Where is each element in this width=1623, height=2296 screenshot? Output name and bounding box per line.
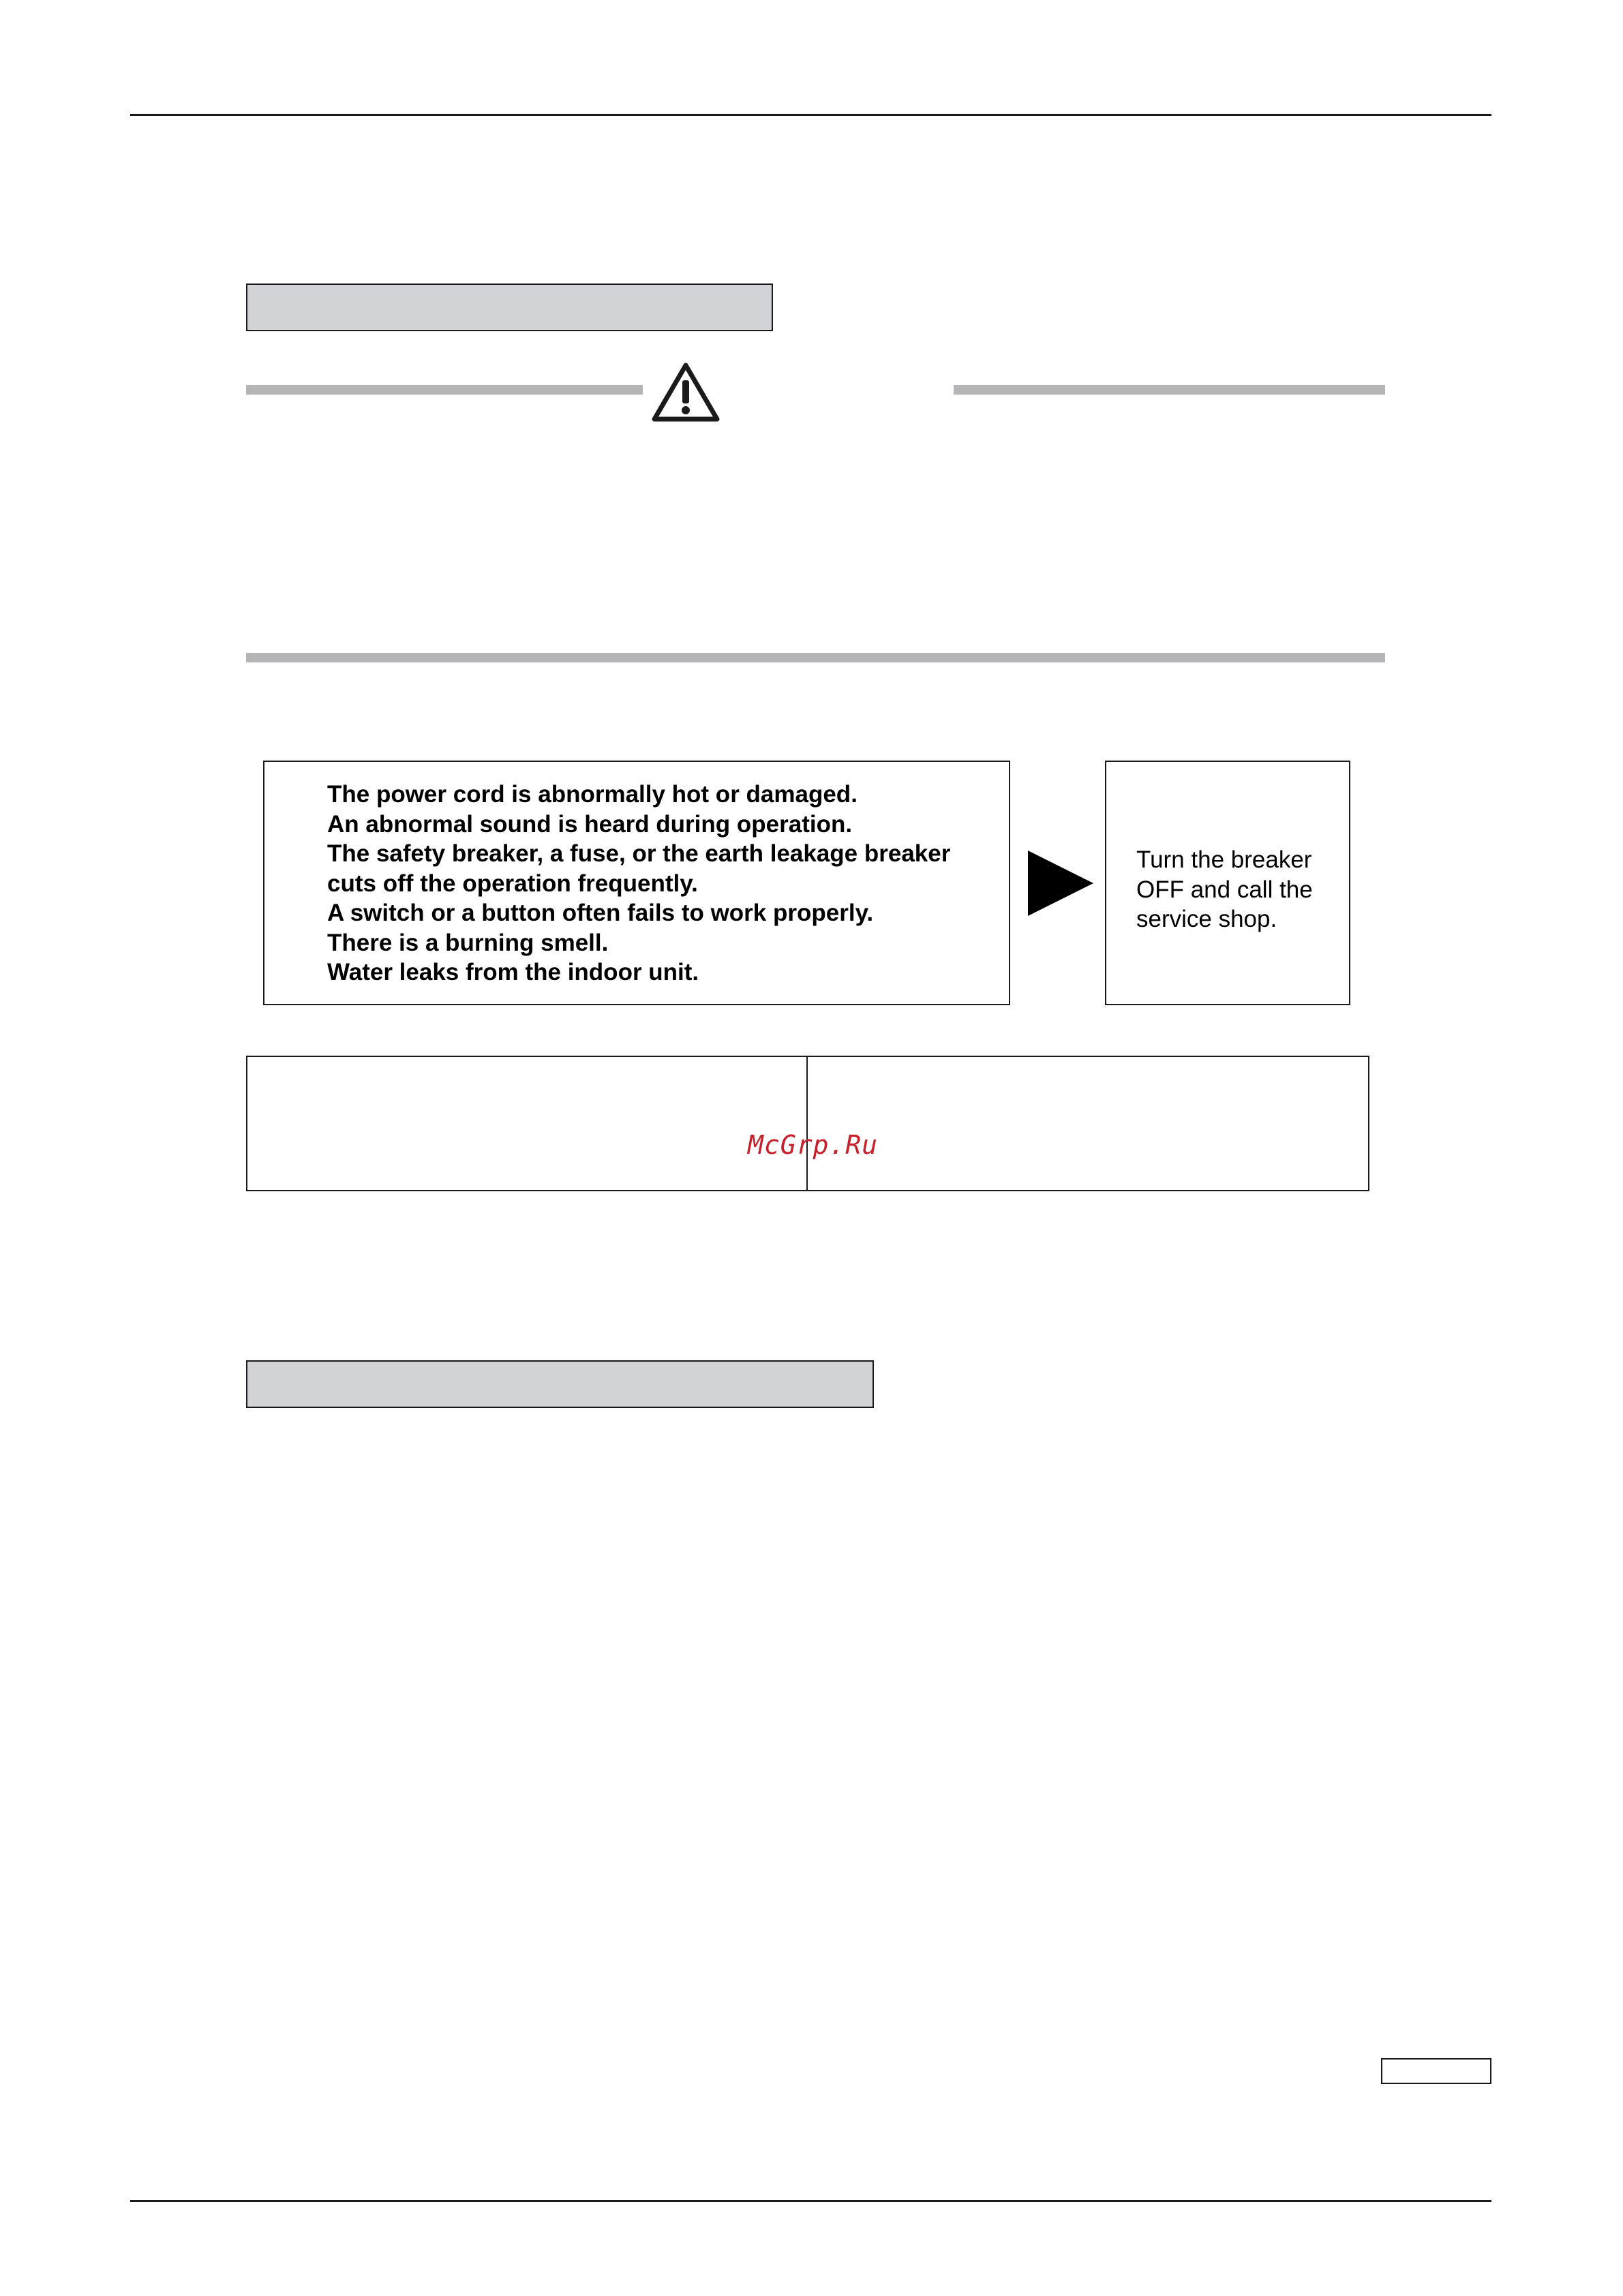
condition-item: There is a burning smell. (327, 929, 609, 956)
section-heading-bar-2 (246, 1360, 874, 1408)
header-rule (130, 114, 1491, 116)
abnormal-conditions-list (327, 780, 1009, 988)
arrow-right-icon (1028, 851, 1093, 916)
warning-rule-right (954, 385, 1385, 395)
condition-item: An abnormal sound is heard during operation. (327, 810, 853, 838)
condition-item: cuts off the operation frequently. (327, 870, 698, 897)
condition-item: Water leaks from the indoor unit. (327, 959, 699, 985)
condition-item: The power cord is abnormally hot or damaged. (327, 781, 858, 808)
warning-triangle-icon (651, 361, 721, 423)
page-number-box (1381, 2058, 1491, 2084)
watermark: McGrp.Ru (748, 1130, 879, 1160)
footer-rule (130, 2200, 1491, 2202)
condition-item: The safety breaker, a fuse, or the earth leakage breaker (327, 840, 951, 867)
info-table-divider (806, 1056, 808, 1191)
action-text: Turn the breaker OFF and call the service shop. (1136, 846, 1313, 932)
warning-rule-bottom (246, 653, 1385, 662)
warning-rule-left (246, 385, 643, 395)
section-heading-bar (246, 284, 773, 331)
abnormal-conditions-box (263, 761, 1010, 1005)
info-table (246, 1056, 1369, 1191)
condition-item: A switch or a button often fails to work properly. (327, 900, 874, 926)
action-box (1105, 761, 1350, 1005)
